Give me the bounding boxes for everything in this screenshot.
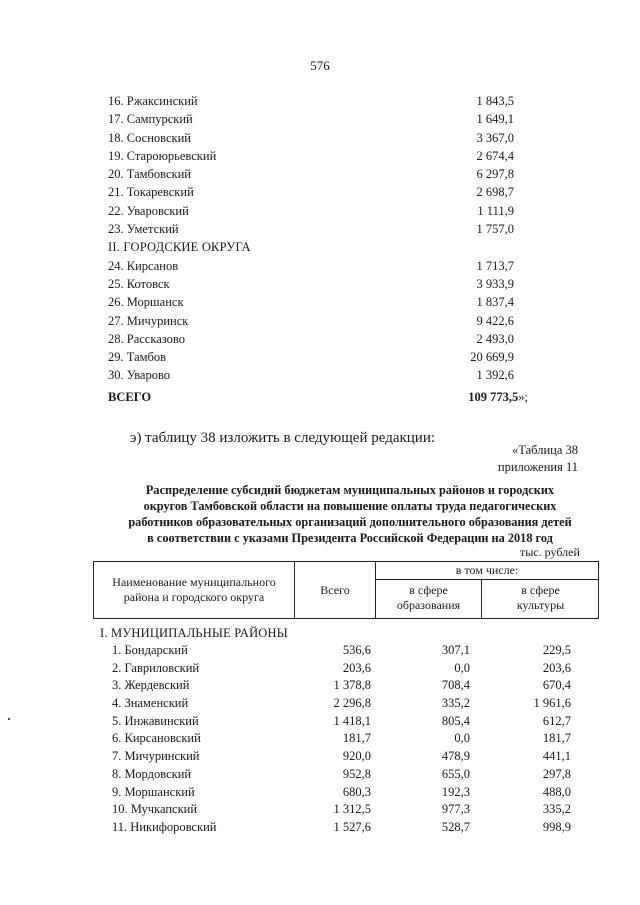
section-heading [108, 240, 528, 258]
row-culture: 203,6 [542, 660, 571, 675]
row-name: 1. Бондарский [112, 643, 188, 657]
table-row [108, 149, 528, 167]
table-row [108, 131, 528, 149]
table-row [0, 661, 640, 679]
table-row [108, 332, 528, 350]
total-value-wrap [468, 390, 528, 405]
table-row [0, 714, 640, 732]
row-culture: 229,5 [542, 643, 571, 657]
header-cult-line2: культуры [516, 598, 565, 612]
city-name: 26. Моршанск [108, 295, 184, 310]
row-total: 1 527,6 [333, 819, 371, 834]
city-name: 29. Тамбов [108, 350, 167, 365]
row-culture: 612,7 [542, 713, 571, 728]
instruction-text: э) таблицу 38 изложить в следующей редакции: [130, 430, 436, 446]
district-value: 1 111,9 [477, 203, 514, 218]
table-row [0, 643, 640, 661]
table-title [100, 482, 600, 546]
row-total: 952,8 [342, 766, 371, 781]
row-total: 680,3 [342, 784, 371, 799]
header-cult-line1: в сфере [521, 583, 560, 597]
row-education: 805,4 [441, 713, 470, 728]
table-row [108, 94, 528, 112]
district-name: 16. Ржаксинский [108, 94, 198, 108]
row-name: 2. Гавриловский [112, 660, 200, 675]
district-name: 21. Токаревский [108, 185, 194, 200]
scan-speck [8, 718, 10, 720]
district-value: 2 674,4 [476, 148, 514, 163]
row-education: 478,9 [441, 749, 470, 764]
table-row [108, 350, 528, 368]
row-education: 0,0 [454, 660, 470, 675]
row-total: 181,7 [342, 731, 371, 746]
city-name: 25. Котовск [108, 276, 170, 291]
row-name: 4. Знаменский [112, 696, 189, 711]
row-culture: 488,0 [542, 784, 571, 799]
row-education: 655,0 [441, 766, 470, 781]
table-row [0, 749, 640, 767]
title-line: в соответствии с указами Президента Российской Федерации на 2018 год [147, 531, 553, 545]
table-row [0, 767, 640, 785]
table-row [0, 785, 640, 803]
row-education: 977,3 [441, 802, 470, 817]
table-row [0, 802, 640, 820]
table-row [108, 314, 528, 332]
table-row [108, 167, 528, 185]
title-line: округов Тамбовской области на повышение оплаты труда педагогических [143, 499, 557, 513]
table-row [108, 277, 528, 295]
header-total-column [295, 562, 376, 618]
row-total: 920,0 [342, 749, 371, 764]
district-value: 6 297,8 [476, 167, 514, 182]
header-edu-line1: в сфере [409, 583, 448, 597]
total-suffix: »; [518, 389, 528, 404]
total-label: ВСЕГО [108, 389, 152, 404]
row-education: 192,3 [441, 784, 470, 799]
header-education-column [376, 580, 482, 618]
row-total: 536,6 [342, 643, 371, 657]
units-label: тыс. рублей [520, 545, 580, 559]
title-line: работников образовательных организаций дополнительного образования детей [128, 515, 572, 529]
header-culture-column [483, 580, 598, 618]
row-name: 11. Никифоровский [112, 819, 217, 834]
table-row [108, 295, 528, 313]
title-line: Распределение субсидий бюджетам муниципальных районов и городских [145, 483, 555, 497]
city-name: 28. Рассказово [108, 331, 185, 346]
table-row [108, 259, 528, 277]
row-total: 1 312,5 [333, 802, 371, 817]
table-row [108, 368, 528, 386]
row-education: 335,2 [441, 696, 470, 711]
city-value: 1 837,4 [476, 295, 514, 310]
row-culture: 998,9 [542, 819, 571, 834]
city-value: 20 669,9 [470, 350, 514, 365]
city-value: 1 713,7 [476, 258, 514, 273]
row-name: 5. Инжавинский [112, 713, 199, 728]
section-heading-text: II. ГОРОДСКИЕ ОКРУГА [108, 240, 251, 255]
row-name: 10. Мучкапский [112, 802, 198, 817]
continued-table [108, 94, 528, 408]
page-number: 576 [310, 58, 330, 73]
row-culture: 181,7 [542, 731, 571, 746]
district-value: 1 649,1 [476, 112, 514, 127]
district-name: 22. Уваровский [108, 203, 189, 218]
row-total: 1 418,1 [333, 713, 371, 728]
row-education: 528,7 [441, 819, 470, 834]
table-header [93, 561, 599, 619]
city-value: 9 422,6 [476, 313, 514, 328]
table-row [108, 204, 528, 222]
header-name-line1: Наименование муниципального [112, 575, 276, 589]
city-name: 27. Мичуринск [108, 313, 189, 328]
header-group: в том числе: [376, 562, 598, 580]
header-name-line2: района и городского округа [123, 590, 265, 604]
row-culture: 670,4 [542, 678, 571, 693]
total-value: 109 773,5 [468, 389, 519, 404]
table-reference [470, 442, 578, 476]
row-culture: 297,8 [542, 766, 571, 781]
district-name: 17. Сампурский [108, 112, 193, 127]
district-name: 20. Тамбовский [108, 167, 191, 182]
district-value: 1 757,0 [476, 222, 514, 237]
row-name: 9. Моршанский [112, 784, 195, 799]
row-total: 2 296,8 [333, 696, 371, 711]
header-edu-line2: образования [396, 598, 461, 612]
table-row [108, 185, 528, 203]
row-culture: 1 961,6 [533, 696, 571, 711]
row-name: 8. Мордовский [112, 766, 192, 781]
table-reference-line1: «Таблица 38 [512, 443, 578, 457]
header-total-label: Всего [320, 582, 350, 597]
row-total: 203,6 [342, 660, 371, 675]
table-reference-line2: приложения 11 [497, 460, 578, 474]
row-education: 0,0 [454, 731, 470, 746]
district-name: 23. Уметский [108, 222, 179, 237]
row-education: 307,1 [441, 643, 470, 657]
row-name: 7. Мичуринский [112, 749, 200, 764]
district-value: 3 367,0 [476, 130, 514, 145]
table-row [0, 731, 640, 749]
row-culture: 441,1 [542, 749, 571, 764]
district-value: 2 698,7 [476, 185, 514, 200]
table-row [0, 696, 640, 714]
row-name: 3. Жердевский [112, 678, 190, 693]
city-value: 2 493,0 [476, 331, 514, 346]
district-name: 19. Староюрьевский [108, 148, 217, 163]
city-value: 1 392,6 [476, 368, 514, 383]
row-education: 708,4 [441, 678, 470, 693]
district-name: 18. Сосновский [108, 130, 191, 145]
district-value: 1 843,5 [476, 94, 514, 108]
total-row [108, 390, 528, 408]
table-body [0, 643, 640, 838]
city-name: 24. Кирсанов [108, 258, 179, 273]
city-value: 3 933,9 [476, 276, 514, 291]
header-name-column [94, 562, 295, 618]
row-total: 1 378,8 [333, 678, 371, 693]
table-section-heading: I. МУНИЦИПАЛЬНЫЕ РАЙОНЫ [100, 626, 288, 640]
table-row [108, 112, 528, 130]
row-culture: 335,2 [542, 802, 571, 817]
city-name: 30. Уварово [108, 368, 171, 383]
table-row [0, 678, 640, 696]
table-row [108, 222, 528, 240]
row-name: 6. Кирсановский [112, 731, 201, 746]
table-row [0, 820, 640, 838]
